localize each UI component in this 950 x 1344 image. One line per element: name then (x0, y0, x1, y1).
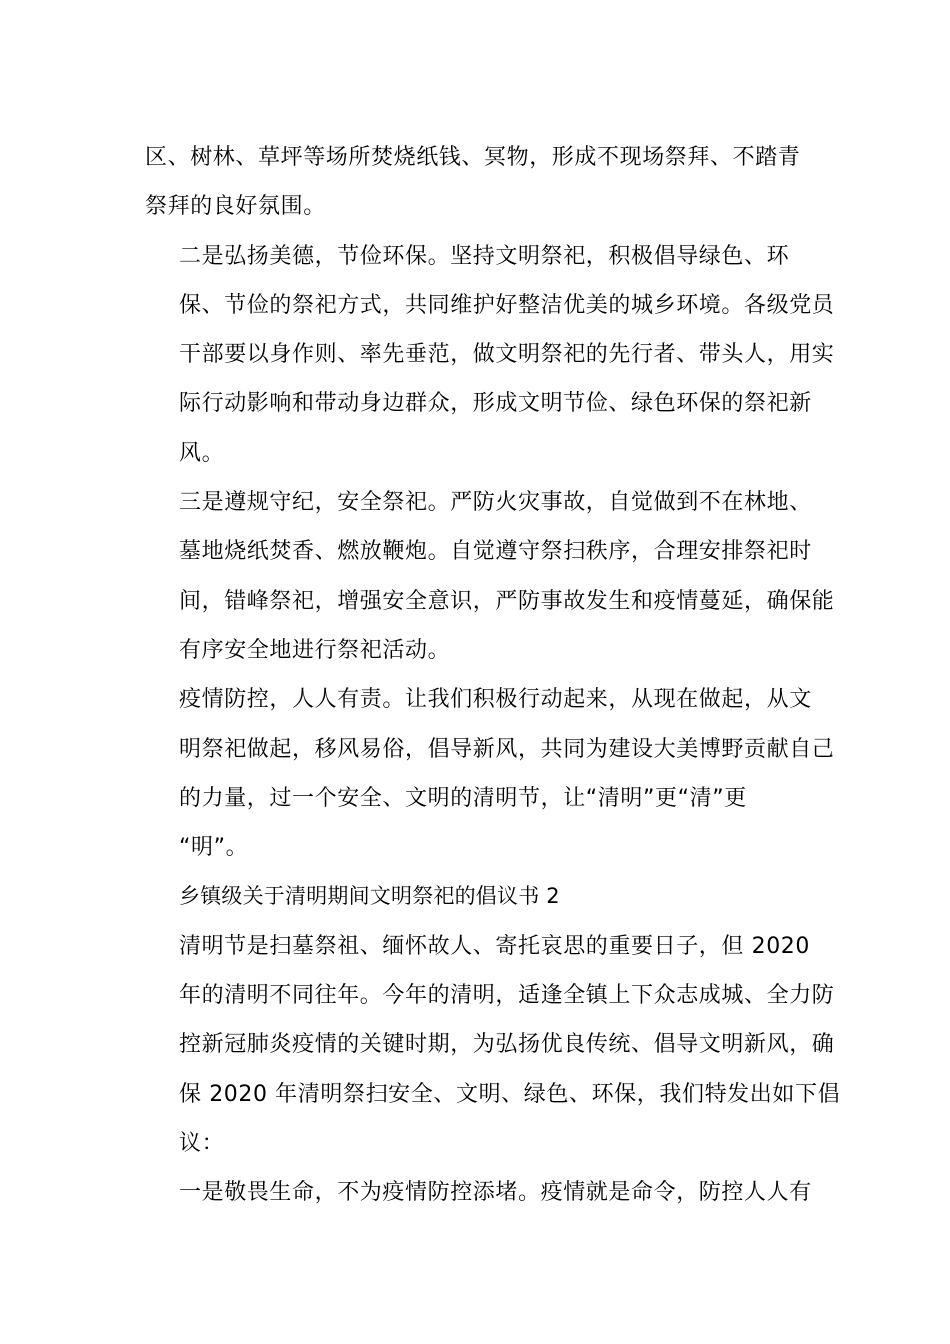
text-line: 保 2020 年清明祭扫安全、文明、绿色、环保，我们特发出如下倡 (179, 1081, 841, 1107)
text-line: 墓地烧纸焚香、燃放鞭炮。自觉遵守祭扫秩序，合理安排祭祀时 (179, 539, 812, 565)
text-line: 清明节是扫墓祭祖、缅怀故人、寄托哀思的重要日子，但 2020 (179, 933, 810, 959)
text-line: 明祭祀做起，移风易俗，倡导新风，共同为建设大美博野贡献自己 (179, 736, 835, 762)
text-line: 乡镇级关于清明期间文明祭祀的倡议书 2 (179, 884, 560, 909)
text-line: 干部要以身作则、率先垂范，做文明祭祀的先行者、带头人，用实 (179, 342, 835, 368)
text-line: 一是敬畏生命，不为疫情防控添堵。疫情就是命令，防控人人有 (179, 1180, 812, 1206)
section-title (145, 872, 810, 921)
paragraph-epidemic-responsibility (145, 675, 835, 872)
text-line: 祭拜的良好氛围。 (145, 194, 326, 220)
document-body (145, 133, 841, 1218)
text-line: 区、树林、草坪等场所焚烧纸钱、冥物，形成不现场祭拜、不踏青 (145, 145, 801, 170)
paragraph-safety-discipline (145, 478, 835, 675)
paragraph-qingming-intro (145, 922, 841, 1168)
text-line: 二是弘扬美德，节俭环保。坚持文明祭祀，积极倡导绿色、环 (179, 243, 790, 269)
text-line: 年的清明不同往年。今年的清明，适逢全镇上下众志成城、全力防 (179, 983, 835, 1009)
paragraph-respect-life (145, 1168, 810, 1217)
text-line: 际行动影响和带动身边群众，形成文明节俭、绿色环保的祭祀新 (179, 391, 812, 417)
text-line: 保、节俭的祭祀方式，共同维护好整洁优美的城乡环境。各级党员 (179, 292, 835, 318)
text-line: “明”。 (179, 835, 249, 861)
text-line: 的力量，过一个安全、文明的清明节，让“清明”更“清”更 (179, 785, 747, 811)
text-line: 间，错峰祭祀，增强安全意识，严防事故发生和疫情蔓延，确保能 (179, 588, 835, 614)
text-line: 三是遵规守纪，安全祭祀。严防火灾事故，自觉做到不在林地、 (179, 490, 812, 516)
paragraph-thrift-environment (145, 232, 835, 478)
text-line: 议： (179, 1130, 225, 1156)
text-line: 风。 (179, 440, 225, 466)
text-line: 疫情防控，人人有责。让我们积极行动起来，从现在做起，从文 (179, 687, 812, 713)
text-line: 控新冠肺炎疫情的关键时期，为弘扬优良传统、倡导文明新风，确 (179, 1032, 835, 1058)
paragraph-burning-ban-continuation (145, 133, 810, 232)
text-line: 有序安全地进行祭祀活动。 (179, 637, 451, 663)
